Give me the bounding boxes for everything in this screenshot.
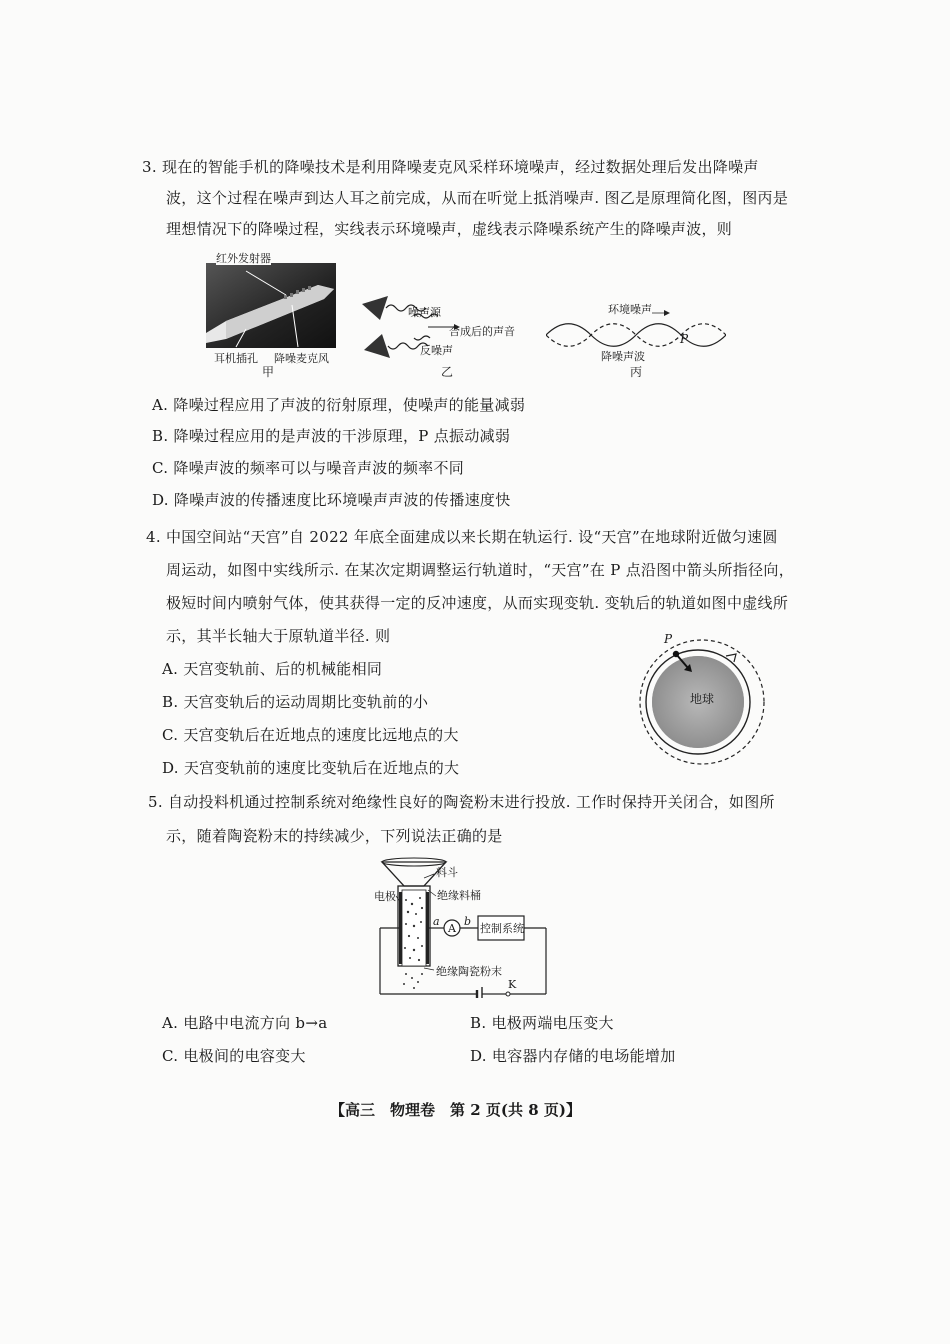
figure-jia-label-ir: 红外发射器 (216, 252, 271, 265)
figure-bing-label-p: P (680, 332, 689, 346)
figure-yi-label-anti: 反噪声 (420, 344, 453, 357)
q4-option-c: C. 天宫变轨后在近地点的速度比远地点的大 (162, 726, 459, 744)
q4-option-d: D. 天宫变轨前的速度比变轨后在近地点的大 (162, 759, 460, 777)
figure-bing-caption: 丙 (630, 365, 643, 379)
q4-stem-line4: 示，其半长轴大于原轨道半径. 则 (166, 627, 391, 645)
figure-yi-caption: 乙 (441, 365, 454, 379)
figure-yi-label-combined: 合成后的声音 (449, 325, 515, 338)
figure-jia-photo (206, 263, 336, 348)
q3-stem-line3: 理想情况下的降噪过程，实线表示环境噪声，虚线表示降噪系统产生的降噪声波，则 (166, 220, 733, 238)
figure-bing-waves (546, 318, 726, 352)
q5-stem-line1: 5. 自动投料机通过控制系统对绝缘性良好的陶瓷粉末进行投放. 工作时保持开关闭合，如图所 (148, 793, 775, 811)
q3-option-a: A. 降噪过程应用了声波的衍射原理，使噪声的能量减弱 (152, 396, 526, 414)
q3-stem-line2: 波，这个过程在噪声到达人耳之前完成，从而在听觉上抵消噪声. 图乙是原理简化图，图丙是 (166, 189, 789, 207)
q5-option-b: B. 电极两端电压变大 (470, 1014, 614, 1032)
figure-feeder-label-hopper: 料斗 (436, 866, 458, 879)
figure-jia-caption: 甲 (262, 365, 275, 379)
q5-option-d: D. 电容器内存储的电场能增加 (470, 1047, 676, 1065)
q3-option-b: B. 降噪过程应用的是声波的干涉原理，P 点振动减弱 (152, 427, 511, 445)
figure-feeder-label-a: a (433, 915, 440, 928)
figure-bing-label-anti: 降噪声波 (601, 350, 645, 363)
figure-feeder-label-b: b (464, 915, 472, 928)
q3-option-d: D. 降噪声波的传播速度比环境噪声声波的传播速度快 (152, 491, 511, 509)
q4-stem-line1: 4. 中国空间站“天宫”自 2022 年底全面建成以来长期在轨运行. 设“天宫”在地球附近做匀速圆 (146, 528, 778, 546)
q5-stem-line2: 示，随着陶瓷粉末的持续减少，下列说法正确的是 (166, 827, 503, 845)
q4-option-a: A. 天宫变轨前、后的机械能相同 (162, 660, 383, 678)
q4-stem-line3: 极短时间内喷射气体，使其获得一定的反冲速度，从而实现变轨. 变轨后的轨道如图中虚线所 (166, 594, 789, 612)
figure-feeder-label-control: 控制系统 (480, 922, 524, 935)
figure-jia-label-mic: 降噪麦克风 (274, 352, 329, 365)
q3-option-c: C. 降噪声波的频率可以与噪音声波的频率不同 (152, 459, 465, 477)
figure-feeder-label-ammeter: A (448, 922, 456, 935)
figure-bing-label-env: 环境噪声 (608, 303, 652, 316)
figure-orbit-label-p: P (664, 632, 673, 646)
figure-jia-label-jack: 耳机插孔 (214, 352, 258, 365)
q4-stem-line2: 周运动，如图中实线所示. 在某次定期调整运行轨道时，“天宫”在 P 点沿图中箭头所指径向， (166, 561, 795, 579)
figure-yi-label-source: 噪声源 (408, 306, 441, 319)
q3-stem-line1: 3. 现在的智能手机的降噪技术是利用降噪麦克风采样环境噪声，经过数据处理后发出降噪声 (142, 158, 759, 176)
q5-option-c: C. 电极间的电容变大 (162, 1047, 306, 1065)
q4-option-b: B. 天宫变轨后的运动周期比变轨前的小 (162, 693, 429, 711)
page-footer: 【高三 物理卷 第 2 页(共 8 页)】 (330, 1101, 581, 1119)
figure-feeder-label-electrode: 电极 (374, 890, 396, 903)
figure-feeder-label-bucket: 绝缘料桶 (437, 889, 481, 902)
figure-orbit-label-earth: 地球 (690, 692, 715, 706)
q5-option-a: A. 电路中电流方向 b→a (162, 1014, 328, 1032)
figure-feeder-label-powder: 绝缘陶瓷粉末 (436, 965, 502, 978)
figure-feeder-label-switch: K (508, 978, 517, 991)
